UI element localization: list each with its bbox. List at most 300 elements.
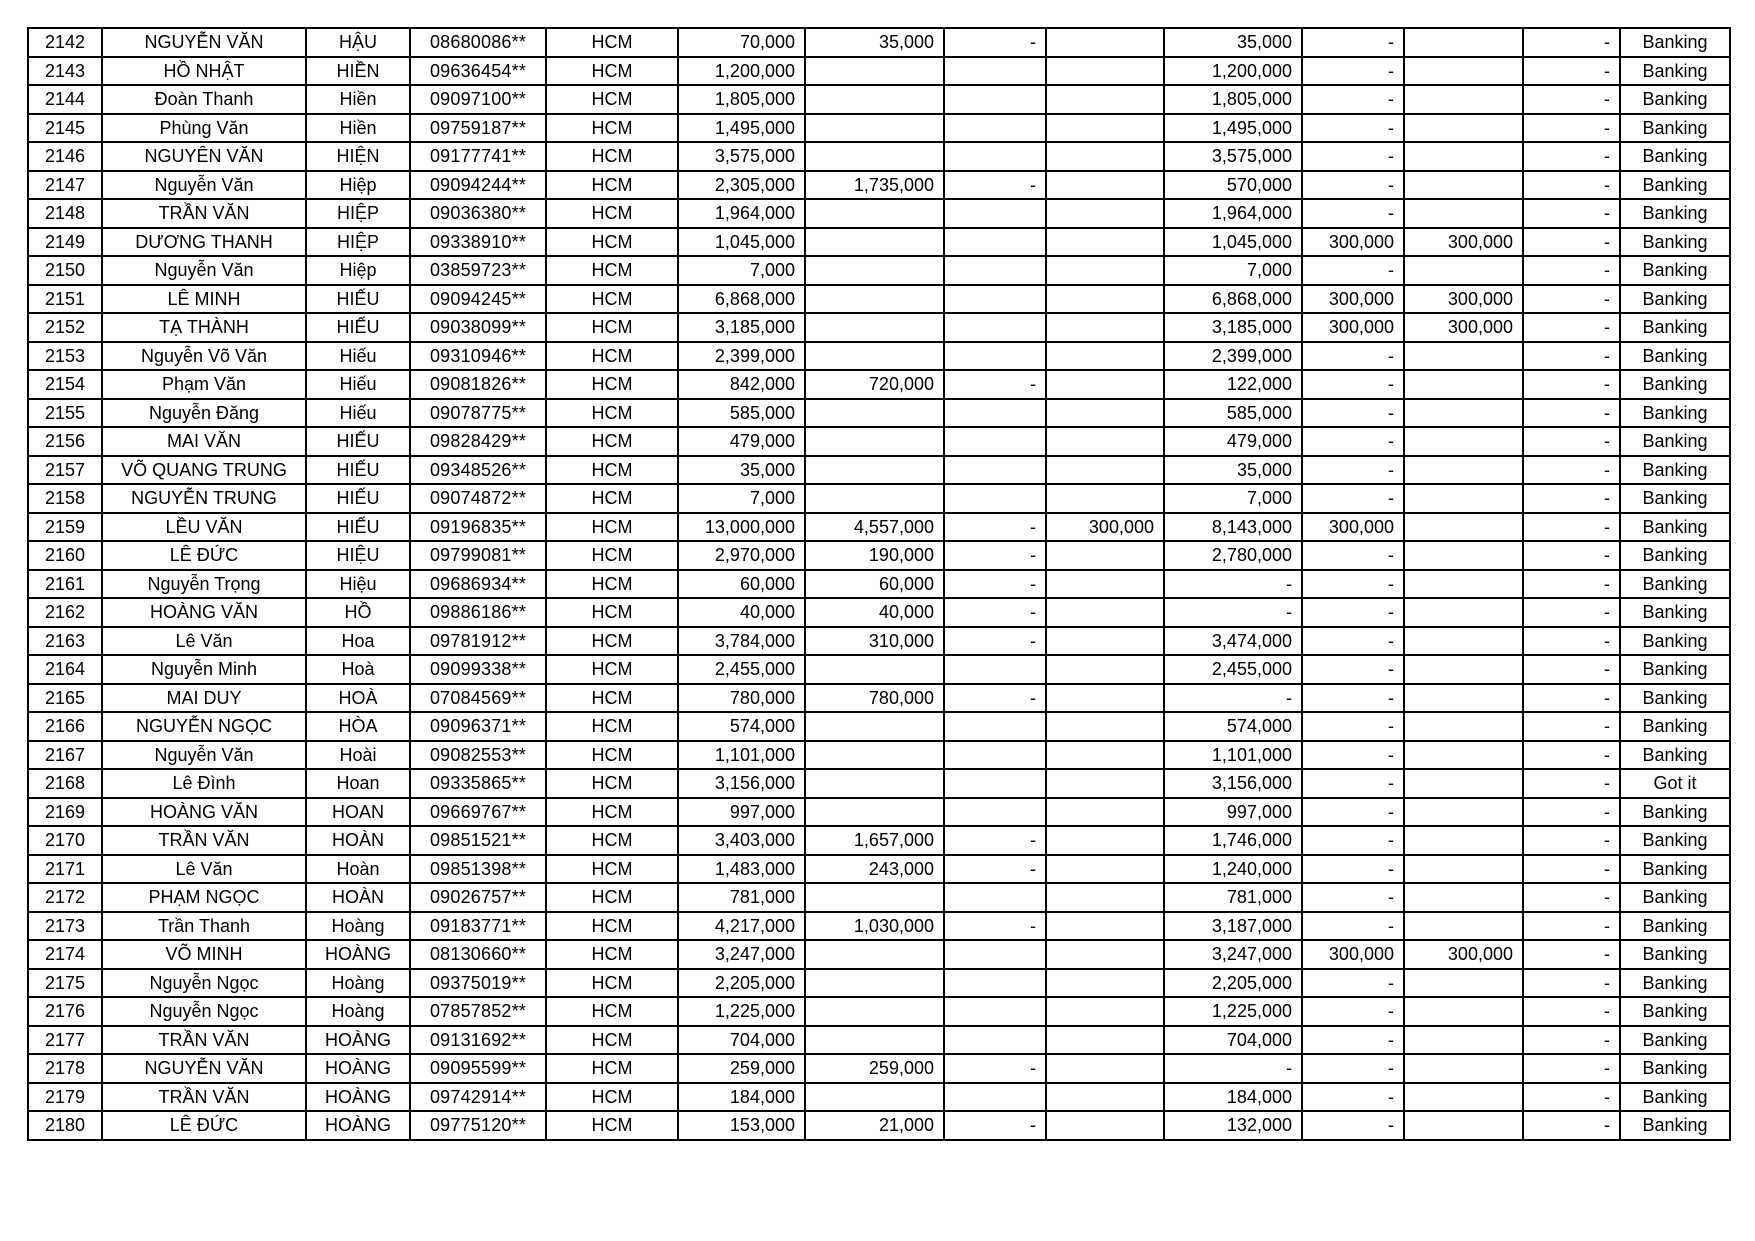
cell-deduction-mark xyxy=(944,456,1046,485)
cell-region: HCM xyxy=(546,883,678,912)
table-row xyxy=(28,399,1730,428)
cell-balance-amount: 1,805,000 xyxy=(1164,85,1302,114)
cell-given-name: HOÀ xyxy=(306,684,410,713)
cell-payment-method: Banking xyxy=(1620,313,1730,342)
cell-total-amount: 35,000 xyxy=(678,456,805,485)
cell-remaining-mark: - xyxy=(1523,1083,1620,1112)
table-row xyxy=(28,712,1730,741)
cell-payment-method: Banking xyxy=(1620,969,1730,998)
cell-region: HCM xyxy=(546,228,678,257)
cell-phone-masked: 09038099** xyxy=(410,313,546,342)
cell-surname-middle: LÊ MINH xyxy=(102,285,306,314)
table-row xyxy=(28,513,1730,542)
cell-region: HCM xyxy=(546,541,678,570)
cell-region: HCM xyxy=(546,114,678,143)
cell-region: HCM xyxy=(546,997,678,1026)
cell-phone-masked: 09686934** xyxy=(410,570,546,599)
cell-bonus-b xyxy=(1404,741,1523,770)
cell-surname-middle: Nguyễn Văn xyxy=(102,256,306,285)
cell-given-name: HOÀNG xyxy=(306,1083,410,1112)
cell-row-number: 2173 xyxy=(28,912,102,941)
cell-balance-amount: 1,746,000 xyxy=(1164,826,1302,855)
cell-total-amount: 780,000 xyxy=(678,684,805,713)
cell-extra-amount xyxy=(1046,484,1164,513)
cell-extra-amount xyxy=(1046,570,1164,599)
cell-remaining-mark: - xyxy=(1523,940,1620,969)
cell-deduction-amount xyxy=(805,456,944,485)
cell-row-number: 2157 xyxy=(28,456,102,485)
cell-surname-middle: Đoàn Thanh xyxy=(102,85,306,114)
cell-bonus-b xyxy=(1404,513,1523,542)
cell-bonus-a: - xyxy=(1302,541,1404,570)
cell-extra-amount xyxy=(1046,370,1164,399)
cell-bonus-b xyxy=(1404,142,1523,171)
cell-phone-masked: 09781912** xyxy=(410,627,546,656)
cell-bonus-b: 300,000 xyxy=(1404,285,1523,314)
cell-balance-amount: 35,000 xyxy=(1164,456,1302,485)
cell-remaining-mark: - xyxy=(1523,285,1620,314)
cell-balance-amount: 3,156,000 xyxy=(1164,769,1302,798)
cell-total-amount: 781,000 xyxy=(678,883,805,912)
cell-extra-amount xyxy=(1046,142,1164,171)
cell-bonus-b xyxy=(1404,541,1523,570)
cell-row-number: 2149 xyxy=(28,228,102,257)
cell-total-amount: 40,000 xyxy=(678,598,805,627)
cell-bonus-a: - xyxy=(1302,912,1404,941)
cell-given-name: HOÀNG xyxy=(306,940,410,969)
cell-given-name: Hoan xyxy=(306,769,410,798)
cell-row-number: 2174 xyxy=(28,940,102,969)
cell-row-number: 2144 xyxy=(28,85,102,114)
cell-remaining-mark: - xyxy=(1523,456,1620,485)
cell-bonus-a: - xyxy=(1302,684,1404,713)
table-row xyxy=(28,826,1730,855)
cell-bonus-b xyxy=(1404,912,1523,941)
cell-phone-masked: 09094244** xyxy=(410,171,546,200)
cell-deduction-mark xyxy=(944,85,1046,114)
cell-region: HCM xyxy=(546,855,678,884)
cell-region: HCM xyxy=(546,456,678,485)
cell-bonus-a: - xyxy=(1302,171,1404,200)
cell-given-name: Hoài xyxy=(306,741,410,770)
cell-surname-middle: TRẦN VĂN xyxy=(102,199,306,228)
cell-surname-middle: Lê Văn xyxy=(102,627,306,656)
cell-bonus-a: - xyxy=(1302,598,1404,627)
cell-phone-masked: 09335865** xyxy=(410,769,546,798)
cell-given-name: HOÀNG xyxy=(306,1026,410,1055)
cell-surname-middle: LÊ ĐỨC xyxy=(102,1111,306,1140)
cell-total-amount: 2,455,000 xyxy=(678,655,805,684)
cell-deduction-amount: 780,000 xyxy=(805,684,944,713)
cell-surname-middle: Nguyễn Ngọc xyxy=(102,969,306,998)
cell-total-amount: 7,000 xyxy=(678,484,805,513)
cell-total-amount: 184,000 xyxy=(678,1083,805,1112)
cell-extra-amount xyxy=(1046,712,1164,741)
cell-region: HCM xyxy=(546,1054,678,1083)
cell-row-number: 2145 xyxy=(28,114,102,143)
cell-region: HCM xyxy=(546,655,678,684)
cell-remaining-mark: - xyxy=(1523,627,1620,656)
cell-deduction-amount xyxy=(805,798,944,827)
cell-bonus-a: - xyxy=(1302,655,1404,684)
cell-deduction-amount xyxy=(805,1083,944,1112)
cell-given-name: HÒA xyxy=(306,712,410,741)
cell-deduction-mark xyxy=(944,114,1046,143)
cell-extra-amount xyxy=(1046,883,1164,912)
table-row xyxy=(28,741,1730,770)
cell-payment-method: Banking xyxy=(1620,741,1730,770)
cell-deduction-mark xyxy=(944,1026,1046,1055)
cell-total-amount: 3,784,000 xyxy=(678,627,805,656)
cell-row-number: 2152 xyxy=(28,313,102,342)
cell-bonus-b xyxy=(1404,769,1523,798)
cell-deduction-mark: - xyxy=(944,627,1046,656)
cell-total-amount: 60,000 xyxy=(678,570,805,599)
cell-given-name: Hiền xyxy=(306,85,410,114)
cell-surname-middle: NGUYỄN VĂN xyxy=(102,28,306,57)
cell-extra-amount xyxy=(1046,256,1164,285)
cell-balance-amount: 7,000 xyxy=(1164,256,1302,285)
cell-deduction-amount xyxy=(805,769,944,798)
cell-payment-method: Banking xyxy=(1620,256,1730,285)
cell-extra-amount xyxy=(1046,741,1164,770)
cell-extra-amount xyxy=(1046,798,1164,827)
cell-phone-masked: 09177741** xyxy=(410,142,546,171)
cell-bonus-b xyxy=(1404,798,1523,827)
cell-payment-method: Banking xyxy=(1620,997,1730,1026)
cell-surname-middle: DƯƠNG THANH xyxy=(102,228,306,257)
cell-balance-amount: 1,495,000 xyxy=(1164,114,1302,143)
cell-phone-masked: 09036380** xyxy=(410,199,546,228)
cell-bonus-a: - xyxy=(1302,114,1404,143)
cell-bonus-a: - xyxy=(1302,798,1404,827)
cell-bonus-a: - xyxy=(1302,969,1404,998)
cell-given-name: HẬU xyxy=(306,28,410,57)
cell-bonus-a: - xyxy=(1302,712,1404,741)
cell-phone-masked: 09099338** xyxy=(410,655,546,684)
cell-remaining-mark: - xyxy=(1523,684,1620,713)
cell-deduction-mark: - xyxy=(944,598,1046,627)
cell-deduction-amount: 259,000 xyxy=(805,1054,944,1083)
cell-balance-amount: 132,000 xyxy=(1164,1111,1302,1140)
cell-row-number: 2164 xyxy=(28,655,102,684)
cell-extra-amount xyxy=(1046,855,1164,884)
cell-bonus-a: - xyxy=(1302,741,1404,770)
cell-deduction-mark xyxy=(944,712,1046,741)
cell-surname-middle: MAI DUY xyxy=(102,684,306,713)
cell-bonus-b xyxy=(1404,855,1523,884)
cell-given-name: HIẾU xyxy=(306,285,410,314)
cell-extra-amount xyxy=(1046,228,1164,257)
cell-phone-masked: 09338910** xyxy=(410,228,546,257)
cell-row-number: 2163 xyxy=(28,627,102,656)
cell-phone-masked: 09095599** xyxy=(410,1054,546,1083)
cell-payment-method: Banking xyxy=(1620,114,1730,143)
cell-given-name: HIỆN xyxy=(306,142,410,171)
cell-given-name: HOAN xyxy=(306,798,410,827)
cell-phone-masked: 09081826** xyxy=(410,370,546,399)
cell-extra-amount xyxy=(1046,199,1164,228)
cell-total-amount: 1,483,000 xyxy=(678,855,805,884)
cell-balance-amount: 1,045,000 xyxy=(1164,228,1302,257)
cell-region: HCM xyxy=(546,313,678,342)
cell-total-amount: 1,200,000 xyxy=(678,57,805,86)
cell-bonus-a: - xyxy=(1302,883,1404,912)
cell-region: HCM xyxy=(546,199,678,228)
cell-balance-amount: 1,101,000 xyxy=(1164,741,1302,770)
cell-given-name: Hiền xyxy=(306,114,410,143)
cell-bonus-a: - xyxy=(1302,256,1404,285)
cell-bonus-b xyxy=(1404,342,1523,371)
cell-row-number: 2148 xyxy=(28,199,102,228)
table-row xyxy=(28,171,1730,200)
cell-payment-method: Banking xyxy=(1620,484,1730,513)
cell-row-number: 2180 xyxy=(28,1111,102,1140)
cell-extra-amount xyxy=(1046,598,1164,627)
cell-bonus-b xyxy=(1404,712,1523,741)
cell-deduction-amount: 1,735,000 xyxy=(805,171,944,200)
cell-row-number: 2160 xyxy=(28,541,102,570)
cell-bonus-b xyxy=(1404,826,1523,855)
cell-total-amount: 1,495,000 xyxy=(678,114,805,143)
cell-row-number: 2150 xyxy=(28,256,102,285)
cell-given-name: Hoàng xyxy=(306,969,410,998)
table-row xyxy=(28,769,1730,798)
cell-row-number: 2161 xyxy=(28,570,102,599)
cell-deduction-amount xyxy=(805,256,944,285)
cell-deduction-mark xyxy=(944,285,1046,314)
cell-row-number: 2166 xyxy=(28,712,102,741)
table-body xyxy=(28,28,1730,1140)
cell-surname-middle: TRẦN VĂN xyxy=(102,826,306,855)
cell-payment-method: Banking xyxy=(1620,826,1730,855)
cell-payment-method: Banking xyxy=(1620,228,1730,257)
cell-surname-middle: HỒ NHẬT xyxy=(102,57,306,86)
table-row xyxy=(28,655,1730,684)
cell-given-name: HOÀN xyxy=(306,826,410,855)
cell-row-number: 2171 xyxy=(28,855,102,884)
table-row xyxy=(28,199,1730,228)
cell-phone-masked: 07857852** xyxy=(410,997,546,1026)
cell-bonus-a: - xyxy=(1302,1026,1404,1055)
cell-phone-masked: 09082553** xyxy=(410,741,546,770)
cell-surname-middle: Nguyễn Trọng xyxy=(102,570,306,599)
cell-deduction-amount: 310,000 xyxy=(805,627,944,656)
cell-given-name: HỒ xyxy=(306,598,410,627)
cell-bonus-a: - xyxy=(1302,484,1404,513)
cell-balance-amount: - xyxy=(1164,598,1302,627)
cell-remaining-mark: - xyxy=(1523,342,1620,371)
cell-balance-amount: 997,000 xyxy=(1164,798,1302,827)
cell-deduction-amount xyxy=(805,114,944,143)
cell-bonus-b xyxy=(1404,1026,1523,1055)
cell-region: HCM xyxy=(546,28,678,57)
cell-balance-amount: 184,000 xyxy=(1164,1083,1302,1112)
cell-phone-masked: 07084569** xyxy=(410,684,546,713)
cell-surname-middle: VÕ MINH xyxy=(102,940,306,969)
cell-bonus-b xyxy=(1404,456,1523,485)
cell-surname-middle: Nguyễn Văn xyxy=(102,171,306,200)
cell-phone-masked: 09759187** xyxy=(410,114,546,143)
cell-region: HCM xyxy=(546,171,678,200)
cell-balance-amount: 122,000 xyxy=(1164,370,1302,399)
cell-surname-middle: PHẠM NGỌC xyxy=(102,883,306,912)
cell-bonus-a: 300,000 xyxy=(1302,285,1404,314)
table-row xyxy=(28,484,1730,513)
table-row xyxy=(28,627,1730,656)
table-row xyxy=(28,456,1730,485)
cell-bonus-a: - xyxy=(1302,28,1404,57)
cell-phone-masked: 08680086** xyxy=(410,28,546,57)
cell-total-amount: 3,156,000 xyxy=(678,769,805,798)
cell-bonus-a: - xyxy=(1302,826,1404,855)
cell-phone-masked: 09742914** xyxy=(410,1083,546,1112)
table-row xyxy=(28,114,1730,143)
cell-total-amount: 3,247,000 xyxy=(678,940,805,969)
cell-phone-masked: 09074872** xyxy=(410,484,546,513)
cell-payment-method: Banking xyxy=(1620,655,1730,684)
cell-extra-amount xyxy=(1046,541,1164,570)
cell-bonus-a: - xyxy=(1302,456,1404,485)
cell-extra-amount xyxy=(1046,1111,1164,1140)
cell-deduction-amount: 60,000 xyxy=(805,570,944,599)
cell-row-number: 2153 xyxy=(28,342,102,371)
cell-payment-method: Banking xyxy=(1620,1054,1730,1083)
cell-balance-amount: 574,000 xyxy=(1164,712,1302,741)
cell-bonus-a: 300,000 xyxy=(1302,940,1404,969)
cell-deduction-mark: - xyxy=(944,826,1046,855)
cell-region: HCM xyxy=(546,684,678,713)
cell-deduction-mark: - xyxy=(944,28,1046,57)
cell-deduction-mark xyxy=(944,769,1046,798)
cell-deduction-amount: 1,657,000 xyxy=(805,826,944,855)
cell-bonus-b: 300,000 xyxy=(1404,313,1523,342)
cell-surname-middle: MAI VĂN xyxy=(102,427,306,456)
cell-total-amount: 7,000 xyxy=(678,256,805,285)
cell-surname-middle: Nguyễn Võ Văn xyxy=(102,342,306,371)
table-row xyxy=(28,313,1730,342)
cell-total-amount: 2,970,000 xyxy=(678,541,805,570)
cell-remaining-mark: - xyxy=(1523,513,1620,542)
cell-bonus-b xyxy=(1404,969,1523,998)
cell-payment-method: Banking xyxy=(1620,285,1730,314)
cell-phone-masked: 09183771** xyxy=(410,912,546,941)
cell-surname-middle: Lê Đình xyxy=(102,769,306,798)
cell-deduction-amount: 40,000 xyxy=(805,598,944,627)
cell-row-number: 2169 xyxy=(28,798,102,827)
cell-extra-amount xyxy=(1046,769,1164,798)
cell-phone-masked: 09828429** xyxy=(410,427,546,456)
cell-deduction-amount xyxy=(805,655,944,684)
cell-remaining-mark: - xyxy=(1523,256,1620,285)
cell-remaining-mark: - xyxy=(1523,484,1620,513)
cell-extra-amount xyxy=(1046,684,1164,713)
cell-phone-masked: 09196835** xyxy=(410,513,546,542)
cell-surname-middle: NGUYỄN TRUNG xyxy=(102,484,306,513)
cell-balance-amount: 1,964,000 xyxy=(1164,199,1302,228)
cell-phone-masked: 09078775** xyxy=(410,399,546,428)
cell-payment-method: Banking xyxy=(1620,712,1730,741)
cell-surname-middle: Nguyễn Minh xyxy=(102,655,306,684)
cell-deduction-mark: - xyxy=(944,1111,1046,1140)
cell-deduction-mark xyxy=(944,1083,1046,1112)
cell-given-name: HOÀNG xyxy=(306,1054,410,1083)
cell-bonus-b xyxy=(1404,199,1523,228)
cell-bonus-a: - xyxy=(1302,855,1404,884)
cell-bonus-a: - xyxy=(1302,142,1404,171)
cell-payment-method: Banking xyxy=(1620,883,1730,912)
cell-row-number: 2172 xyxy=(28,883,102,912)
cell-extra-amount xyxy=(1046,427,1164,456)
cell-balance-amount: - xyxy=(1164,570,1302,599)
table-row xyxy=(28,1083,1730,1112)
cell-remaining-mark: - xyxy=(1523,855,1620,884)
cell-bonus-b xyxy=(1404,370,1523,399)
cell-deduction-mark: - xyxy=(944,855,1046,884)
cell-given-name: HOÀN xyxy=(306,883,410,912)
cell-payment-method: Banking xyxy=(1620,1026,1730,1055)
cell-surname-middle: Lê Văn xyxy=(102,855,306,884)
cell-total-amount: 1,964,000 xyxy=(678,199,805,228)
table-row xyxy=(28,1026,1730,1055)
cell-payment-method: Banking xyxy=(1620,171,1730,200)
cell-deduction-amount xyxy=(805,342,944,371)
cell-deduction-amount xyxy=(805,712,944,741)
cell-deduction-amount: 190,000 xyxy=(805,541,944,570)
cell-region: HCM xyxy=(546,342,678,371)
cell-balance-amount: 2,455,000 xyxy=(1164,655,1302,684)
cell-bonus-a: - xyxy=(1302,1054,1404,1083)
cell-bonus-a: 300,000 xyxy=(1302,313,1404,342)
cell-surname-middle: NGUYỄN NGỌC xyxy=(102,712,306,741)
cell-bonus-b xyxy=(1404,883,1523,912)
cell-deduction-mark xyxy=(944,313,1046,342)
cell-given-name: HIẾU xyxy=(306,456,410,485)
cell-deduction-mark xyxy=(944,342,1046,371)
cell-total-amount: 2,399,000 xyxy=(678,342,805,371)
cell-row-number: 2155 xyxy=(28,399,102,428)
cell-phone-masked: 09886186** xyxy=(410,598,546,627)
cell-total-amount: 1,805,000 xyxy=(678,85,805,114)
cell-given-name: HIẾU xyxy=(306,313,410,342)
cell-region: HCM xyxy=(546,513,678,542)
table-row xyxy=(28,570,1730,599)
cell-extra-amount: 300,000 xyxy=(1046,513,1164,542)
cell-remaining-mark: - xyxy=(1523,313,1620,342)
cell-payment-method: Banking xyxy=(1620,1083,1730,1112)
cell-remaining-mark: - xyxy=(1523,142,1620,171)
cell-balance-amount: 7,000 xyxy=(1164,484,1302,513)
cell-deduction-mark xyxy=(944,484,1046,513)
cell-surname-middle: NGUYÊN VĂN xyxy=(102,142,306,171)
cell-bonus-a: - xyxy=(1302,342,1404,371)
cell-bonus-b xyxy=(1404,399,1523,428)
cell-balance-amount: 3,247,000 xyxy=(1164,940,1302,969)
cell-bonus-a: - xyxy=(1302,199,1404,228)
cell-bonus-a: - xyxy=(1302,1111,1404,1140)
table-row xyxy=(28,855,1730,884)
cell-total-amount: 2,205,000 xyxy=(678,969,805,998)
cell-balance-amount: 3,187,000 xyxy=(1164,912,1302,941)
cell-region: HCM xyxy=(546,826,678,855)
cell-remaining-mark: - xyxy=(1523,712,1620,741)
cell-balance-amount: 1,225,000 xyxy=(1164,997,1302,1026)
cell-phone-masked: 03859723** xyxy=(410,256,546,285)
cell-deduction-mark xyxy=(944,798,1046,827)
cell-deduction-amount: 35,000 xyxy=(805,28,944,57)
cell-deduction-amount xyxy=(805,57,944,86)
table-row xyxy=(28,798,1730,827)
